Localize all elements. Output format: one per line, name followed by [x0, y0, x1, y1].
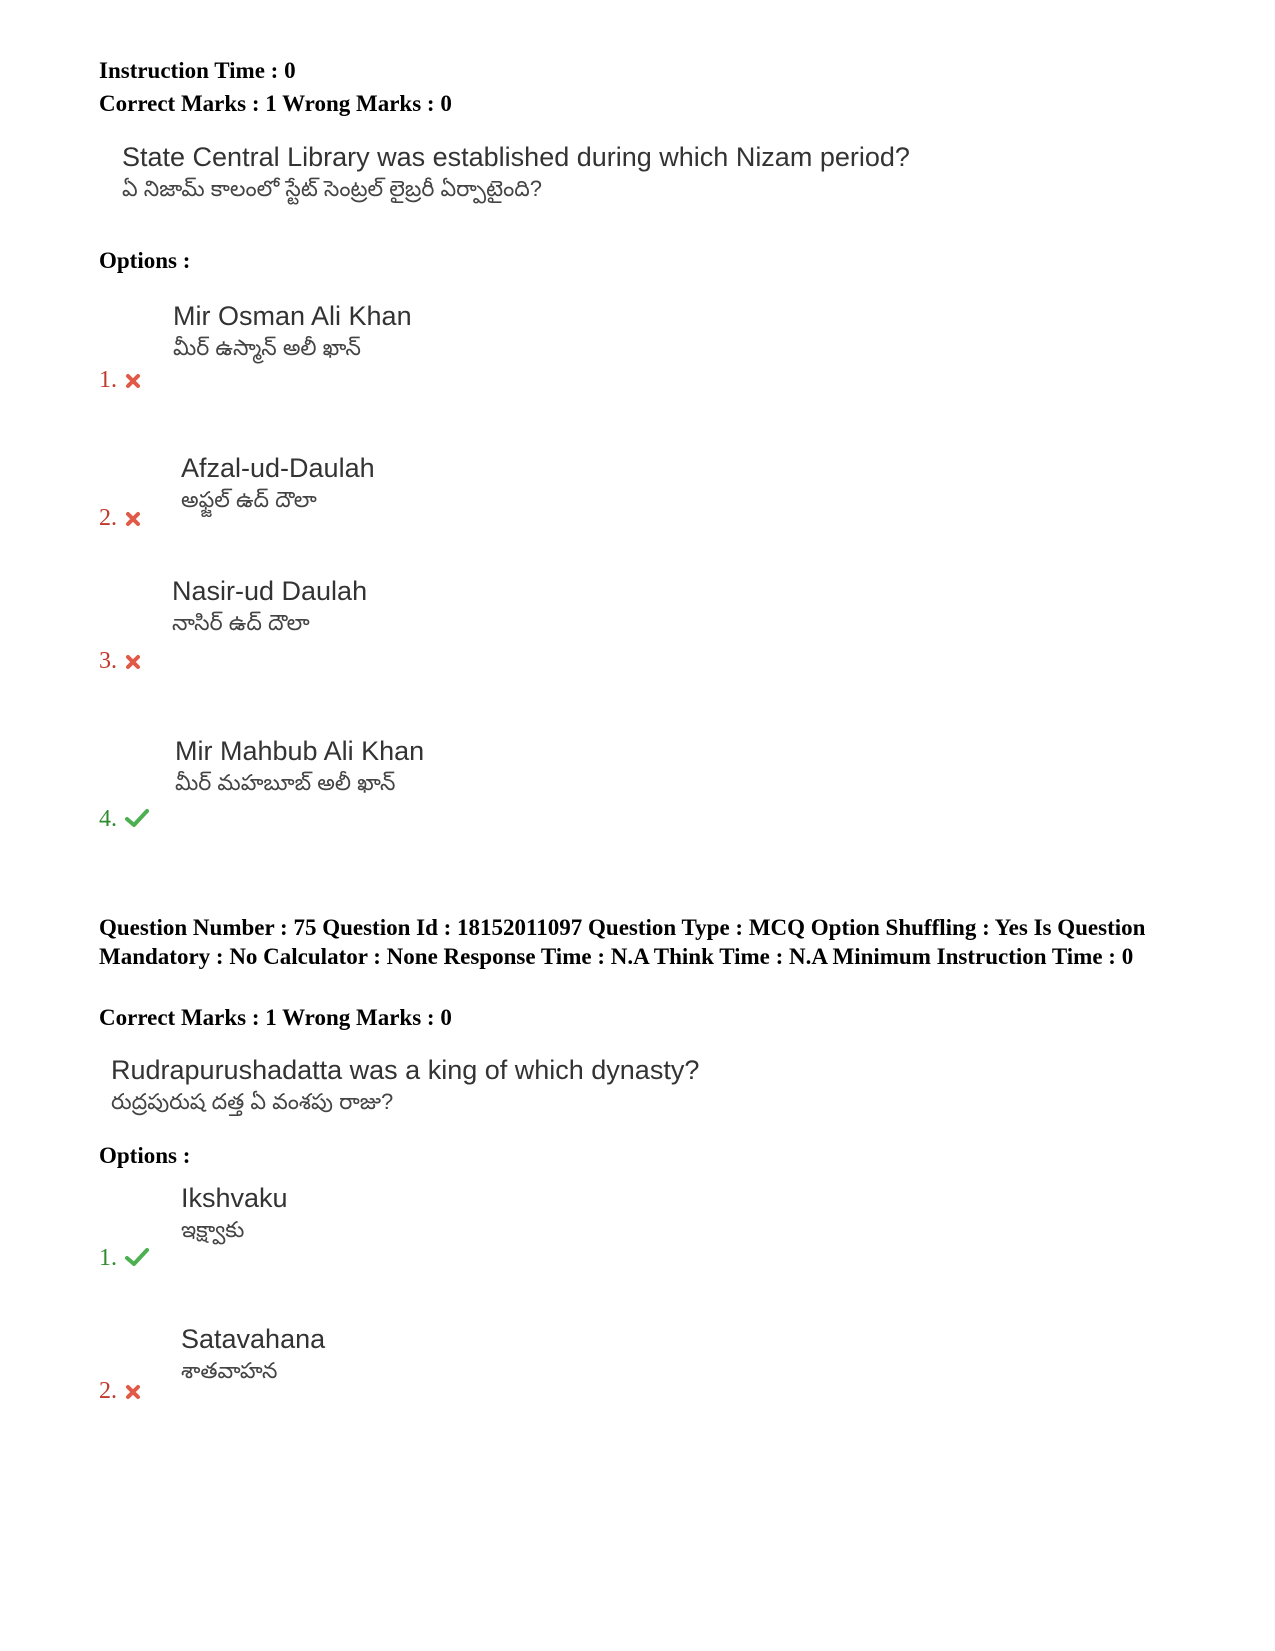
option-2-number: [99, 1377, 141, 1405]
option-1-number: [99, 366, 141, 394]
question-telugu: రుద్రపురుష దత్త ఏ వంశపు రాజు?: [111, 1089, 394, 1114]
option-1-number: [99, 1244, 149, 1272]
option-number: 3.: [99, 648, 117, 674]
question-telugu: ఏ నిజామ్ కాలంలో స్టేట్ సెంట్రల్ లైబ్రరీ ఏర్పాటైంది?: [122, 176, 543, 201]
option-3-number: [99, 647, 141, 675]
option-number: 1.: [99, 367, 117, 393]
option-2-number: [99, 504, 141, 532]
option-english: Satavahana: [181, 1324, 326, 1354]
option-1-text: [181, 1182, 288, 1246]
option-telugu: ఇక్ష్వాకు: [181, 1217, 245, 1242]
cross-icon: [125, 1384, 141, 1400]
question-english: State Central Library was established during which Nizam period?: [122, 142, 910, 172]
option-english: Mir Mahbub Ali Khan: [175, 736, 425, 766]
options-label: Options :: [99, 1143, 191, 1168]
option-number: 1.: [99, 1245, 117, 1271]
option-telugu: శాతవాహన: [181, 1358, 278, 1383]
option-number: 2.: [99, 1378, 117, 1404]
option-3-text: [172, 575, 367, 639]
marks-info: Correct Marks : 1 Wrong Marks : 0: [99, 91, 452, 116]
option-telugu: నాసిర్ ఉద్ దౌలా: [172, 610, 310, 635]
question-header: Question Number : 75 Question Id : 18152011097 Question Type : MCQ Option Shuffling : Yes Is Question Mandatory : No Calculator : None Response Time : N.A Think Time : N.A Minimum Instruction Time : 0: [99, 915, 1146, 969]
question-text: [122, 141, 910, 205]
check-icon: [125, 808, 149, 828]
cross-icon: [125, 511, 141, 527]
option-2-text: [181, 452, 375, 516]
option-number: 4.: [99, 806, 117, 832]
cross-icon: [125, 654, 141, 670]
instruction-time: Instruction Time : 0: [99, 58, 296, 83]
option-4-text: [175, 735, 424, 799]
option-4-number: [99, 805, 149, 833]
option-number: 2.: [99, 505, 117, 531]
question-text: [111, 1054, 699, 1118]
question-english: Rudrapurushadatta was a king of which dynasty?: [111, 1055, 700, 1085]
marks-info: Correct Marks : 1 Wrong Marks : 0: [99, 1005, 452, 1030]
option-2-text: [181, 1323, 325, 1387]
option-english: Afzal-ud-Daulah: [181, 453, 375, 483]
cross-icon: [125, 373, 141, 389]
option-english: Nasir-ud Daulah: [172, 576, 368, 606]
option-1-text: [173, 300, 412, 364]
option-english: Mir Osman Ali Khan: [173, 301, 412, 331]
option-telugu: మీర్ మహబూబ్ అలీ ఖాన్: [175, 770, 396, 795]
check-icon: [125, 1247, 149, 1267]
option-telugu: మీర్ ఉస్మాన్ అలీ ఖాన్: [173, 335, 362, 360]
options-label: Options :: [99, 248, 191, 273]
option-telugu: అఫ్జల్ ఉద్ దౌలా: [181, 487, 317, 512]
option-english: Ikshvaku: [181, 1183, 288, 1213]
